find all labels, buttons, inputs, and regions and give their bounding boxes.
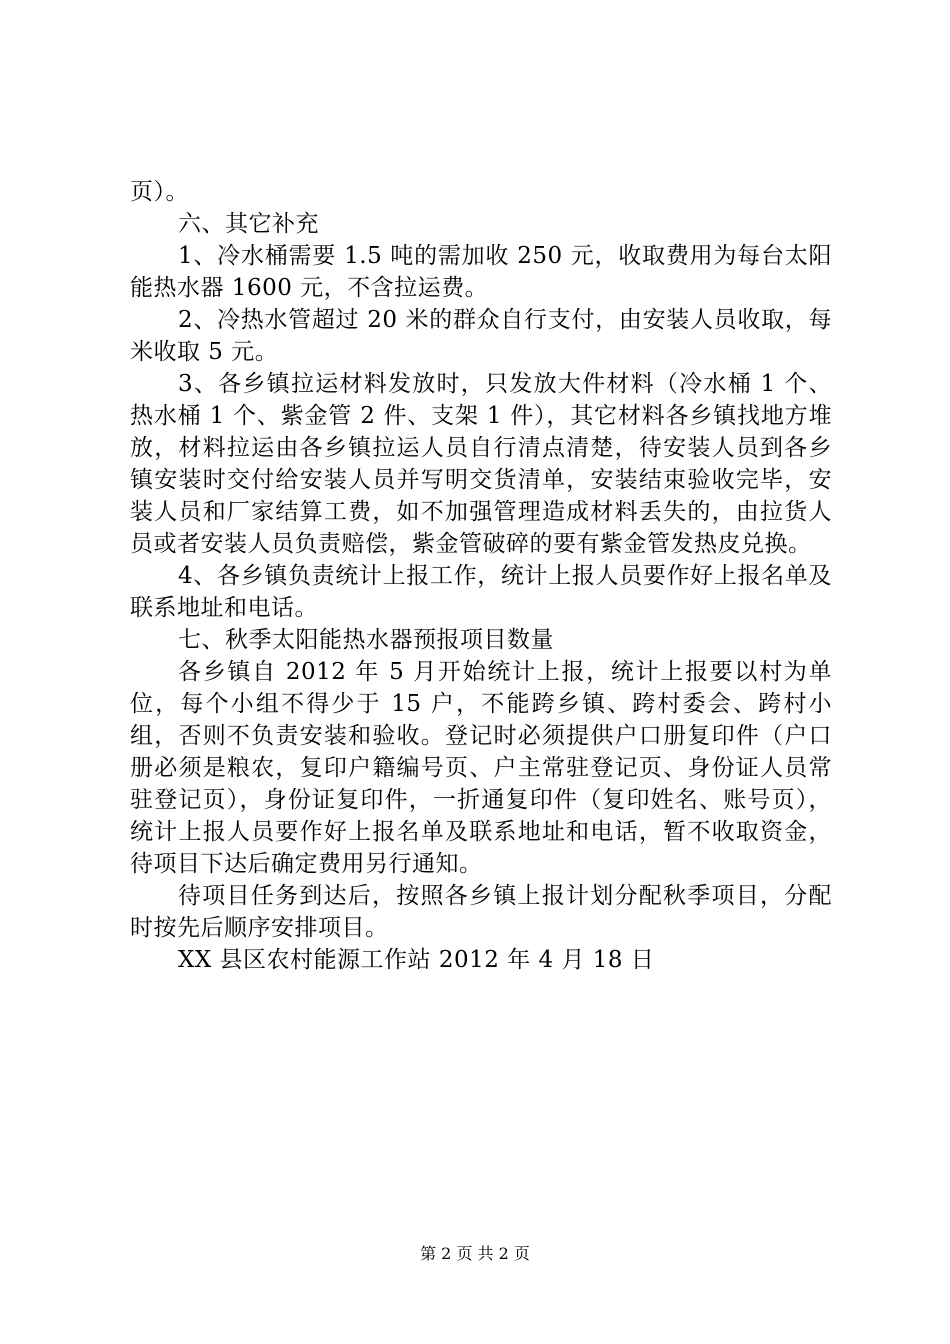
paragraph-item-3: 3、各乡镇拉运材料发放时，只发放大件材料（冷水桶 1 个、热水桶 1 个、紫金管 2 件、支架 1 件），其它材料各乡镇找地方堆放，材料拉运由各乡镇拉运人员自行清点清楚，待安装人员到各乡镇安装时交付给安装人员并写明交货清单，安装结束验收完毕，安装人员和厂家结算工费，如不加强管理造成材料丢失的，由拉货人员或者安装人员负责赔偿，紫金管破碎的要有紫金管发热皮兑换。 xyxy=(130,371,832,557)
paragraph-item-1: 1、冷水桶需要 1.5 吨的需加收 250 元，收取费用为每台太阳能热水器 1600 元，不含拉运费。 xyxy=(130,243,832,301)
paragraph-allocation: 待项目任务到达后，按照各乡镇上报计划分配秋季项目，分配时按先后顺序安排项目。 xyxy=(130,883,832,941)
paragraph-item-4: 4、各乡镇负责统计上报工作，统计上报人员要作好上报名单及联系地址和电话。 xyxy=(130,563,832,621)
signature-date-line: XX 县区农村能源工作站 2012 年 4 月 18 日 xyxy=(178,947,655,973)
paragraph-item-2: 2、冷热水管超过 20 米的群众自行支付，由安装人员收取，每米收取 5 元。 xyxy=(130,307,832,365)
section-heading-six: 六、其它补充 xyxy=(178,211,319,237)
page-footer: 第 2 页 共 2 页 xyxy=(420,1244,530,1263)
paragraph-reporting: 各乡镇自 2012 年 5 月开始统计上报，统计上报要以村为单位，每个小组不得少于 15 户，不能跨乡镇、跨村委会、跨村小组，否则不负责安装和验收。登记时必须提供户口册复印件（户口册必须是粮农，复印户籍编号页、户主常驻登记页、身份证人员常驻登记页），身份证复印件，一折通复印件（复印姓名、账号页），统计上报人员要作好上报名单及联系地址和电话，暂不收取资金，待项目下达后确定费用另行通知。 xyxy=(130,659,832,877)
paragraph-continuation: 页）。 xyxy=(130,179,189,205)
section-heading-seven: 七、秋季太阳能热水器预报项目数量 xyxy=(178,627,554,653)
document-body xyxy=(130,176,832,976)
